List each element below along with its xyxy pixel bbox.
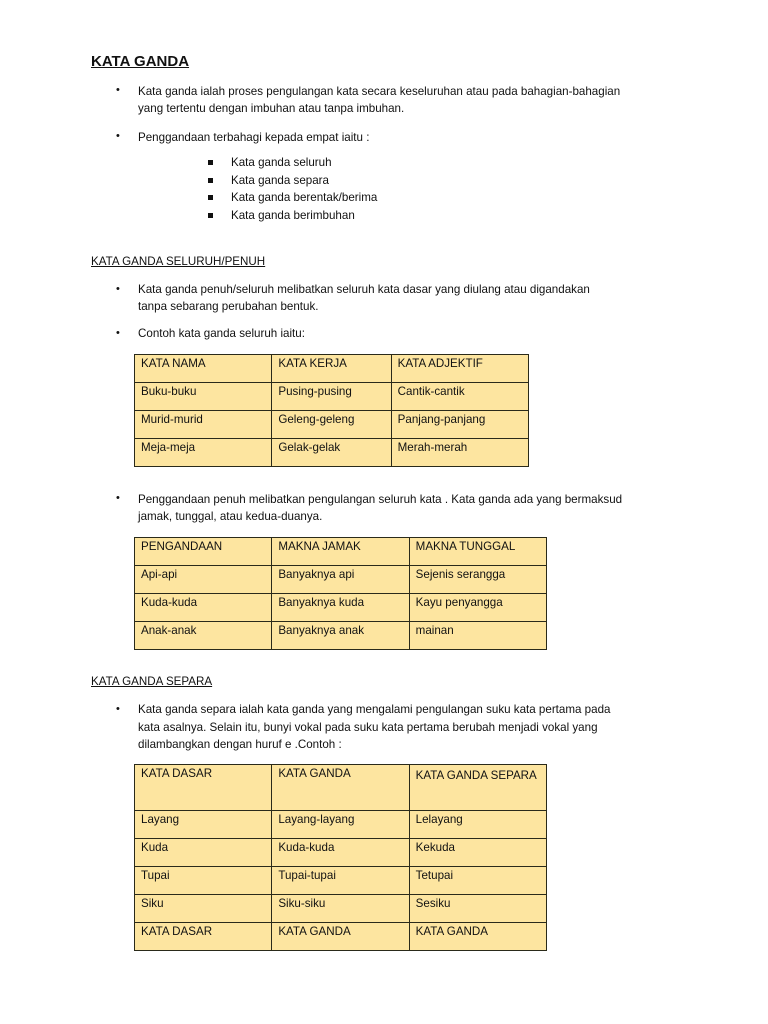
- table-cell: Tupai: [135, 867, 272, 895]
- paragraph-line: Penggandaan penuh melibatkan pengulangan seluruh kata . Kata ganda ada yang bermaksud: [138, 493, 623, 506]
- table-kata-ganda-separa: [134, 764, 547, 951]
- paragraph-line: jamak, tunggal, atau kedua-duanya.: [138, 510, 323, 523]
- section-heading: KATA GANDA SEPARA: [91, 675, 213, 688]
- paragraph-line: Kata ganda penuh/seluruh melibatkan seluruh kata dasar yang diulang atau digandakan: [138, 283, 590, 296]
- table-cell: Api-api: [135, 566, 272, 594]
- table-header-cell: KATA DASAR: [135, 765, 272, 811]
- square-bullet-icon: [208, 178, 213, 183]
- table-cell: Geleng-geleng: [272, 411, 391, 439]
- table-cell: Anak-anak: [135, 622, 272, 650]
- table-cell: KATA DASAR: [135, 923, 272, 951]
- table-cell: Siku: [135, 895, 272, 923]
- bullet-icon: •: [116, 130, 120, 142]
- table-cell: Banyaknya anak: [272, 622, 409, 650]
- table-row: [135, 594, 547, 622]
- square-bullet-icon: [208, 213, 213, 218]
- table-row: [135, 566, 547, 594]
- paragraph-line: Kata ganda separa ialah kata ganda yang mengalami pengulangan suku kata pertama pada: [138, 703, 611, 716]
- table-cell: Tetupai: [409, 867, 546, 895]
- bullet-icon: •: [116, 703, 120, 715]
- paragraph-line: tanpa sebarang perubahan bentuk.: [138, 300, 319, 313]
- table-cell: KATA GANDA: [272, 923, 409, 951]
- table-cell: Cantik-cantik: [391, 383, 528, 411]
- paragraph-line: dilambangkan dengan huruf e .Contoh :: [138, 738, 342, 751]
- table-cell: Sesiku: [409, 895, 546, 923]
- table-cell: Panjang-panjang: [391, 411, 528, 439]
- table-row: [135, 622, 547, 650]
- table-cell: Kuda-kuda: [272, 839, 409, 867]
- bullet-icon: •: [116, 283, 120, 295]
- table-row: [135, 923, 547, 951]
- table-header-cell: MAKNA JAMAK: [272, 538, 409, 566]
- table-makna: [134, 537, 547, 650]
- paragraph-line: Kata ganda ialah proses pengulangan kata secara keseluruhan atau pada bahagian-bahagian: [138, 85, 621, 98]
- table-cell: Layang: [135, 811, 272, 839]
- table-kata-ganda-seluruh: [134, 354, 529, 467]
- list-item: Kata ganda berimbuhan: [231, 209, 355, 222]
- table-cell: Sejenis serangga: [409, 566, 546, 594]
- square-bullet-icon: [208, 195, 213, 200]
- table-cell: Banyaknya kuda: [272, 594, 409, 622]
- table-header-cell: KATA GANDA: [272, 765, 409, 811]
- table-row: [135, 811, 547, 839]
- table-header-row: [135, 355, 529, 383]
- table-cell: Merah-merah: [391, 439, 528, 467]
- table-cell: Siku-siku: [272, 895, 409, 923]
- table-cell: Kuda: [135, 839, 272, 867]
- table-cell: Banyaknya api: [272, 566, 409, 594]
- table-cell: Pusing-pusing: [272, 383, 391, 411]
- list-item: Kata ganda separa: [231, 174, 329, 187]
- list-item: Kata ganda seluruh: [231, 156, 332, 169]
- table-header-row: [135, 765, 547, 811]
- table-cell: Meja-meja: [135, 439, 272, 467]
- bullet-icon: •: [116, 327, 120, 339]
- table-cell: Kekuda: [409, 839, 546, 867]
- table-cell: KATA GANDA: [409, 923, 546, 951]
- table-cell: Tupai-tupai: [272, 867, 409, 895]
- paragraph-line: yang tertentu dengan imbuhan atau tanpa imbuhan.: [138, 102, 405, 115]
- table-cell: Kayu penyangga: [409, 594, 546, 622]
- table-header-cell: KATA GANDA SEPARA: [409, 765, 546, 811]
- table-header-cell: PENGANDAAN: [135, 538, 272, 566]
- table-header-row: [135, 538, 547, 566]
- list-item: Kata ganda berentak/berima: [231, 191, 378, 204]
- paragraph-line: kata asalnya. Selain itu, bunyi vokal pada suku kata pertama berubah menjadi vokal yang: [138, 721, 598, 734]
- table-row: [135, 839, 547, 867]
- bullet-icon: •: [116, 84, 120, 96]
- table-header-cell: KATA KERJA: [272, 355, 391, 383]
- section-heading: KATA GANDA SELURUH/PENUH: [91, 255, 266, 268]
- paragraph-line: Contoh kata ganda seluruh iaitu:: [138, 327, 305, 340]
- table-header-cell: KATA ADJEKTIF: [391, 355, 528, 383]
- bullet-icon: •: [116, 492, 120, 504]
- table-cell: Murid-murid: [135, 411, 272, 439]
- table-cell: Kuda-kuda: [135, 594, 272, 622]
- table-row: [135, 383, 529, 411]
- table-cell: Lelayang: [409, 811, 546, 839]
- table-cell: Gelak-gelak: [272, 439, 391, 467]
- table-header-cell: KATA NAMA: [135, 355, 272, 383]
- square-bullet-icon: [208, 160, 213, 165]
- table-cell: mainan: [409, 622, 546, 650]
- paragraph-line: Penggandaan terbahagi kepada empat iaitu :: [138, 131, 370, 144]
- table-header-cell: MAKNA TUNGGAL: [409, 538, 546, 566]
- table-row: [135, 411, 529, 439]
- page-title: KATA GANDA: [91, 53, 190, 70]
- table-row: [135, 867, 547, 895]
- table-row: [135, 439, 529, 467]
- table-cell: Layang-layang: [272, 811, 409, 839]
- table-cell: Buku-buku: [135, 383, 272, 411]
- table-row: [135, 895, 547, 923]
